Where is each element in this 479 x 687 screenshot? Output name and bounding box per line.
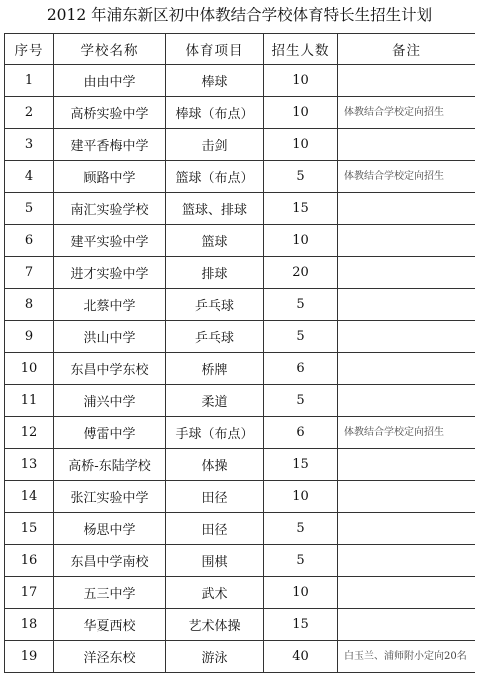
- header-note: 备注: [338, 34, 476, 65]
- table-row: [5, 129, 476, 161]
- cell-sport: 艺术体操: [166, 609, 264, 641]
- table-body: [5, 65, 476, 673]
- cell-school: 洪山中学: [54, 321, 166, 353]
- cell-note: [338, 353, 476, 385]
- cell-no: 7: [5, 257, 54, 289]
- cell-note: [338, 449, 476, 481]
- cell-count: 10: [264, 577, 338, 609]
- table-row: [5, 417, 476, 449]
- cell-count: 10: [264, 97, 338, 129]
- cell-no: 11: [5, 385, 54, 417]
- table-row: [5, 97, 476, 129]
- cell-note: [338, 65, 476, 97]
- cell-school: 洋泾东校: [54, 641, 166, 673]
- cell-count: 5: [264, 161, 338, 193]
- cell-sport: 棒球（布点）: [166, 97, 264, 129]
- cell-school: 高桥实验中学: [54, 97, 166, 129]
- cell-sport: 排球: [166, 257, 264, 289]
- cell-count: 20: [264, 257, 338, 289]
- cell-school: 进才实验中学: [54, 257, 166, 289]
- cell-sport: 乒乓球: [166, 289, 264, 321]
- cell-note: [338, 289, 476, 321]
- cell-count: 15: [264, 193, 338, 225]
- cell-no: 2: [5, 97, 54, 129]
- cell-sport: 手球（布点）: [166, 417, 264, 449]
- table-row: [5, 449, 476, 481]
- cell-school: 东昌中学南校: [54, 545, 166, 577]
- header-school: 学校名称: [54, 34, 166, 65]
- cell-count: 5: [264, 321, 338, 353]
- cell-school: 高桥-东陆学校: [54, 449, 166, 481]
- table-row: [5, 161, 476, 193]
- table-row: [5, 481, 476, 513]
- cell-count: 5: [264, 545, 338, 577]
- cell-no: 10: [5, 353, 54, 385]
- cell-school: 建平香梅中学: [54, 129, 166, 161]
- cell-school: 华夏西校: [54, 609, 166, 641]
- cell-sport: 围棋: [166, 545, 264, 577]
- table-row: [5, 289, 476, 321]
- cell-school: 北蔡中学: [54, 289, 166, 321]
- cell-no: 13: [5, 449, 54, 481]
- table-row: [5, 609, 476, 641]
- cell-no: 17: [5, 577, 54, 609]
- cell-note: [338, 257, 476, 289]
- cell-count: 15: [264, 449, 338, 481]
- cell-count: 5: [264, 513, 338, 545]
- cell-note: [338, 609, 476, 641]
- cell-count: 40: [264, 641, 338, 673]
- cell-school: 浦兴中学: [54, 385, 166, 417]
- cell-school: 由由中学: [54, 65, 166, 97]
- cell-no: 19: [5, 641, 54, 673]
- table-row: [5, 577, 476, 609]
- cell-count: 10: [264, 65, 338, 97]
- cell-no: 15: [5, 513, 54, 545]
- cell-sport: 体操: [166, 449, 264, 481]
- cell-sport: 桥牌: [166, 353, 264, 385]
- cell-note: [338, 321, 476, 353]
- cell-school: 建平实验中学: [54, 225, 166, 257]
- cell-sport: 篮球、排球: [166, 193, 264, 225]
- cell-no: 4: [5, 161, 54, 193]
- cell-no: 3: [5, 129, 54, 161]
- cell-school: 南汇实验学校: [54, 193, 166, 225]
- header-no: 序号: [5, 34, 54, 65]
- table-row: [5, 65, 476, 97]
- cell-sport: 篮球（布点）: [166, 161, 264, 193]
- cell-sport: 乒乓球: [166, 321, 264, 353]
- cell-no: 18: [5, 609, 54, 641]
- cell-no: 16: [5, 545, 54, 577]
- cell-no: 12: [5, 417, 54, 449]
- cell-note: 白玉兰、浦师附小定向20名: [338, 641, 476, 673]
- header-sport: 体育项目: [166, 34, 264, 65]
- cell-sport: 篮球: [166, 225, 264, 257]
- cell-no: 8: [5, 289, 54, 321]
- table-row: [5, 321, 476, 353]
- cell-note: [338, 225, 476, 257]
- cell-school: 张江实验中学: [54, 481, 166, 513]
- cell-sport: 武术: [166, 577, 264, 609]
- cell-no: 14: [5, 481, 54, 513]
- table-container: [4, 33, 475, 687]
- cell-sport: 田径: [166, 513, 264, 545]
- cell-no: 1: [5, 65, 54, 97]
- cell-school: 傅雷中学: [54, 417, 166, 449]
- cell-note: 体教结合学校定向招生: [338, 161, 476, 193]
- header-count: 招生人数: [264, 34, 338, 65]
- page-title: 2012 年浦东新区初中体教结合学校体育特长生招生计划: [46, 6, 433, 24]
- cell-sport: 田径: [166, 481, 264, 513]
- cell-no: 9: [5, 321, 54, 353]
- cell-count: 5: [264, 385, 338, 417]
- table-row: [5, 353, 476, 385]
- cell-note: 体教结合学校定向招生: [338, 97, 476, 129]
- cell-sport: 柔道: [166, 385, 264, 417]
- cell-note: [338, 129, 476, 161]
- cell-school: 五三中学: [54, 577, 166, 609]
- cell-sport: 棒球: [166, 65, 264, 97]
- cell-note: [338, 193, 476, 225]
- cell-no: 5: [5, 193, 54, 225]
- table-row: [5, 513, 476, 545]
- table-row: [5, 193, 476, 225]
- enrollment-table: [4, 33, 475, 673]
- table-row: [5, 545, 476, 577]
- cell-count: 10: [264, 225, 338, 257]
- cell-no: 6: [5, 225, 54, 257]
- table-row: [5, 641, 476, 673]
- table-header-row: [5, 34, 476, 65]
- cell-count: 10: [264, 481, 338, 513]
- cell-sport: 击剑: [166, 129, 264, 161]
- cell-school: 顾路中学: [54, 161, 166, 193]
- table-row: [5, 225, 476, 257]
- table-row: [5, 385, 476, 417]
- cell-note: [338, 385, 476, 417]
- cell-count: 6: [264, 353, 338, 385]
- cell-count: 5: [264, 289, 338, 321]
- cell-school: 杨思中学: [54, 513, 166, 545]
- cell-school: 东昌中学东校: [54, 353, 166, 385]
- cell-sport: 游泳: [166, 641, 264, 673]
- cell-note: 体教结合学校定向招生: [338, 417, 476, 449]
- cell-note: [338, 577, 476, 609]
- cell-note: [338, 481, 476, 513]
- table-row: [5, 257, 476, 289]
- cell-note: [338, 545, 476, 577]
- cell-count: 15: [264, 609, 338, 641]
- cell-note: [338, 513, 476, 545]
- cell-count: 6: [264, 417, 338, 449]
- cell-count: 10: [264, 129, 338, 161]
